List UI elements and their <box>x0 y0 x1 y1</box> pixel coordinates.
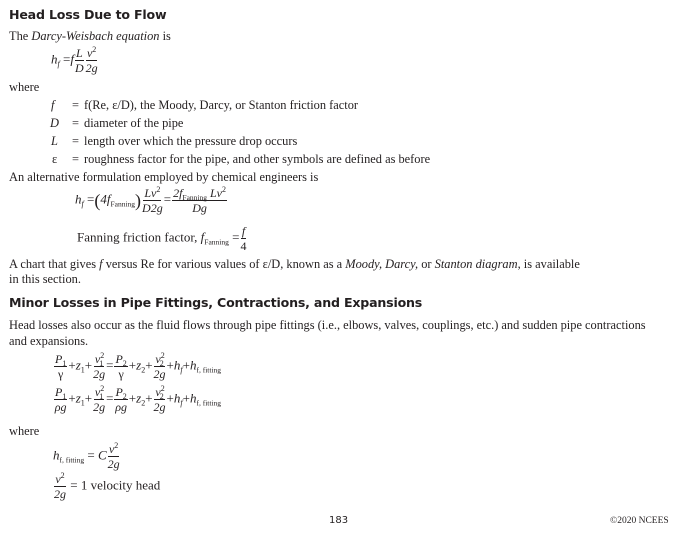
eq-symbol: h <box>53 447 60 463</box>
eq-term: h <box>189 357 197 373</box>
eq-numerator <box>54 473 65 487</box>
definition-equals: = <box>72 152 79 166</box>
equation-fanning-form <box>75 187 228 214</box>
section-heading-head-loss: Head Loss Due to Flow <box>9 7 167 22</box>
eq-term: v <box>94 352 101 366</box>
text-italic: f <box>99 257 103 271</box>
eq-term: h <box>173 390 181 406</box>
definition-equals: = <box>72 116 79 130</box>
eq-term: = <box>106 357 114 373</box>
eq-denominator: 4 <box>240 239 247 253</box>
eq-symbol: f <box>200 229 205 245</box>
eq-numerator <box>94 353 104 367</box>
definition-symbol: L <box>51 134 58 148</box>
intro-italic: Darcy-Weisbach equation <box>31 29 160 43</box>
eq-numerator: L <box>75 46 83 60</box>
eq-equals: = <box>232 229 240 245</box>
eq-term: 2 <box>159 392 164 401</box>
eq-numerator: 2f <box>173 186 183 200</box>
eq-term: v <box>55 472 61 486</box>
eq-equals: = <box>62 51 71 67</box>
eq-denominator: 2g <box>85 61 98 75</box>
eq-symbol: h <box>75 191 82 207</box>
eq-equals: = <box>86 191 95 207</box>
eq-term: 2g <box>93 367 106 381</box>
fraction-v2-over-2g <box>54 473 66 500</box>
eq-term: + <box>128 390 137 406</box>
eq-term: 2g <box>54 487 66 501</box>
eq-numerator <box>114 353 127 367</box>
eq-term: h <box>189 390 197 406</box>
eq-numerator <box>154 386 164 400</box>
intro-suffix: is <box>159 29 171 43</box>
eq-term: f, fitting <box>196 398 222 408</box>
eq-term: 1 <box>99 359 104 368</box>
eq-term: 2g <box>93 400 106 414</box>
chart-paragraph-line2: in this section. <box>9 272 81 286</box>
fraction-2f-lv2-over-dg <box>172 187 227 214</box>
eq-subscript: Fanning <box>110 199 136 209</box>
eq-term: 2 <box>160 384 165 393</box>
eq-term: h <box>173 357 181 373</box>
eq-term: + <box>68 357 76 373</box>
fraction-p2-over-gamma <box>114 353 127 380</box>
eq-subscript: f, fitting <box>59 455 85 465</box>
eq-term: 2 <box>160 351 165 360</box>
definition-text: f(Re, ε/D), the Moody, Darcy, or Stanton friction factor <box>84 98 359 112</box>
text: A chart that gives <box>9 257 100 271</box>
eq-term: P <box>55 352 63 366</box>
eq-term: v <box>108 442 115 456</box>
eq-term: ρg <box>115 400 127 414</box>
eq-term: + <box>182 390 190 406</box>
minor-losses-paragraph-line1: Head losses also occur as the fluid flows through pipe fittings (i.e., elbows, valves, couplings, etc.) and sudden pipe contractions <box>9 318 646 332</box>
eq-denominator: D2g <box>142 201 163 215</box>
eq-subscript: Fanning <box>182 193 207 202</box>
eq-term: 2g <box>153 367 166 381</box>
eq-term: = <box>106 390 114 406</box>
fraction-l-over-d <box>75 47 84 74</box>
equation-energy-gamma <box>53 353 221 380</box>
eq-numerator <box>154 353 164 367</box>
eq-term: γ <box>58 367 64 381</box>
fraction-v2-sq-over-2g <box>154 386 166 413</box>
eq-term: 2 <box>100 384 105 393</box>
intro-text <box>9 29 171 44</box>
eq-numerator <box>108 443 119 457</box>
definitions-list <box>0 98 697 174</box>
fraction-p1-over-rhog <box>54 386 67 413</box>
minor-losses-paragraph-line2: and expansions. <box>9 334 89 348</box>
eq-symbol: f <box>70 51 74 67</box>
eq-term: 2 <box>114 441 119 450</box>
eq-numerator: f <box>241 224 246 238</box>
eq-term: + <box>145 390 153 406</box>
eq-term: 1 <box>99 392 104 401</box>
eq-equals: = <box>87 447 95 463</box>
eq-numerator <box>172 187 227 201</box>
fraction-p2-over-rhog <box>114 386 127 413</box>
eq-numerator <box>143 187 161 201</box>
eq-term: 2 <box>141 398 146 408</box>
text: or <box>418 257 435 271</box>
fraction-v1-sq-over-2g <box>93 386 105 413</box>
definition-text: length over which the pressure drop occurs <box>84 134 298 148</box>
eq-term: 1 <box>80 398 85 408</box>
eq-symbol: C <box>97 447 107 463</box>
eq-equals: = <box>163 191 172 207</box>
eq-term: 2g <box>107 457 120 471</box>
eq-term: 2g <box>153 400 166 414</box>
eq-term: 2 <box>159 359 164 368</box>
eq-subscript: Fanning <box>204 237 229 247</box>
definition-symbol: D <box>50 116 59 130</box>
eq-term: v <box>155 352 161 366</box>
eq-term: + <box>166 390 174 406</box>
eq-superscript: 2 <box>222 185 226 194</box>
eq-term: 2 <box>60 471 65 480</box>
fraction-v2-over-2g <box>86 47 98 74</box>
alternative-formulation-text: An alternative formulation employed by chemical engineers is <box>9 170 319 184</box>
definition-text: roughness factor for the pipe, and other symbols are defined as before <box>84 152 431 166</box>
eq-term: 2 <box>100 351 105 360</box>
eq-subscript: f <box>81 199 84 209</box>
eq-term: + <box>145 357 153 373</box>
page-number: 183 <box>329 515 349 526</box>
eq-term: z <box>75 357 81 373</box>
fraction-f-over-4 <box>240 225 246 252</box>
eq-term: γ <box>118 367 124 381</box>
definition-text: diameter of the pipe <box>84 116 184 130</box>
equation-fitting-loss <box>53 443 121 470</box>
text: versus Re for various values of ε/D, known as a <box>102 257 346 271</box>
eq-term: ρg <box>54 400 67 414</box>
copyright: ©2020 NCEES <box>610 516 669 526</box>
eq-term: f <box>180 398 183 408</box>
eq-subscript: f <box>57 59 60 69</box>
eq-term: 1 <box>80 365 85 375</box>
eq-numerator: v <box>86 46 93 60</box>
eq-term: f, fitting <box>196 365 222 375</box>
eq-term: + <box>128 357 137 373</box>
eq-term: z <box>136 390 142 406</box>
eq-term: P <box>115 385 123 399</box>
eq-paren: ( <box>94 190 101 211</box>
eq-term: 1 <box>62 392 67 401</box>
fanning-friction-factor-line <box>77 225 247 252</box>
equation-energy-rho-g <box>53 386 221 413</box>
eq-term: P <box>115 352 123 366</box>
text: , is available <box>517 257 580 271</box>
equation-darcy-weisbach <box>51 47 99 74</box>
eq-superscript: 2 <box>156 185 161 194</box>
eq-numerator: Lv <box>144 186 157 200</box>
eq-term: z <box>75 390 81 406</box>
fraction-v2-sq-over-2g <box>154 353 166 380</box>
equation-velocity-head <box>53 473 160 500</box>
eq-term: 2 <box>122 392 127 401</box>
eq-numerator <box>114 386 127 400</box>
eq-term: 1 <box>62 359 67 368</box>
fraction-p1-over-gamma <box>54 353 67 380</box>
eq-denominator: Dg <box>192 201 207 215</box>
eq-numerator <box>54 386 67 400</box>
eq-denominator: D <box>74 61 84 75</box>
eq-term: v <box>94 385 101 399</box>
eq-numerator: Lv <box>210 186 222 200</box>
eq-numerator <box>86 47 97 61</box>
eq-term: P <box>55 385 63 399</box>
eq-numerator <box>54 353 67 367</box>
fanning-label: Fanning friction factor, <box>77 229 201 245</box>
definition-equals: = <box>72 98 79 112</box>
eq-term: v <box>155 385 161 399</box>
velocity-head-text: = 1 velocity head <box>70 477 161 493</box>
eq-numerator <box>94 386 104 400</box>
fraction-v2-over-2g <box>108 443 120 470</box>
intro-prefix: The <box>9 29 32 43</box>
section-heading-minor-losses: Minor Losses in Pipe Fittings, Contractions, and Expansions <box>9 295 423 310</box>
eq-superscript: 2 <box>92 45 97 54</box>
eq-term: 2 <box>122 359 127 368</box>
eq-paren: ) <box>135 190 142 211</box>
eq-term: + <box>166 357 174 373</box>
eq-symbol: 4f <box>100 191 111 207</box>
definition-equals: = <box>72 134 79 148</box>
where-label-2: where <box>9 424 40 438</box>
chart-paragraph-line1 <box>9 257 580 272</box>
definition-symbol: f <box>51 98 55 112</box>
eq-term: z <box>136 357 142 373</box>
eq-term: f <box>180 365 183 375</box>
text-italic: Stanton diagram <box>434 257 518 271</box>
definition-symbol: ε <box>52 152 58 166</box>
text-italic: Moody, Darcy, <box>345 257 419 271</box>
fraction-v1-sq-over-2g <box>93 353 105 380</box>
eq-term: + <box>182 357 190 373</box>
eq-term: 2 <box>141 365 146 375</box>
eq-symbol: h <box>51 51 58 67</box>
where-label: where <box>9 80 40 94</box>
eq-term: + <box>84 390 93 406</box>
fraction-lv2-over-d2g <box>142 187 163 214</box>
eq-term: + <box>84 357 93 373</box>
eq-term: + <box>68 390 76 406</box>
